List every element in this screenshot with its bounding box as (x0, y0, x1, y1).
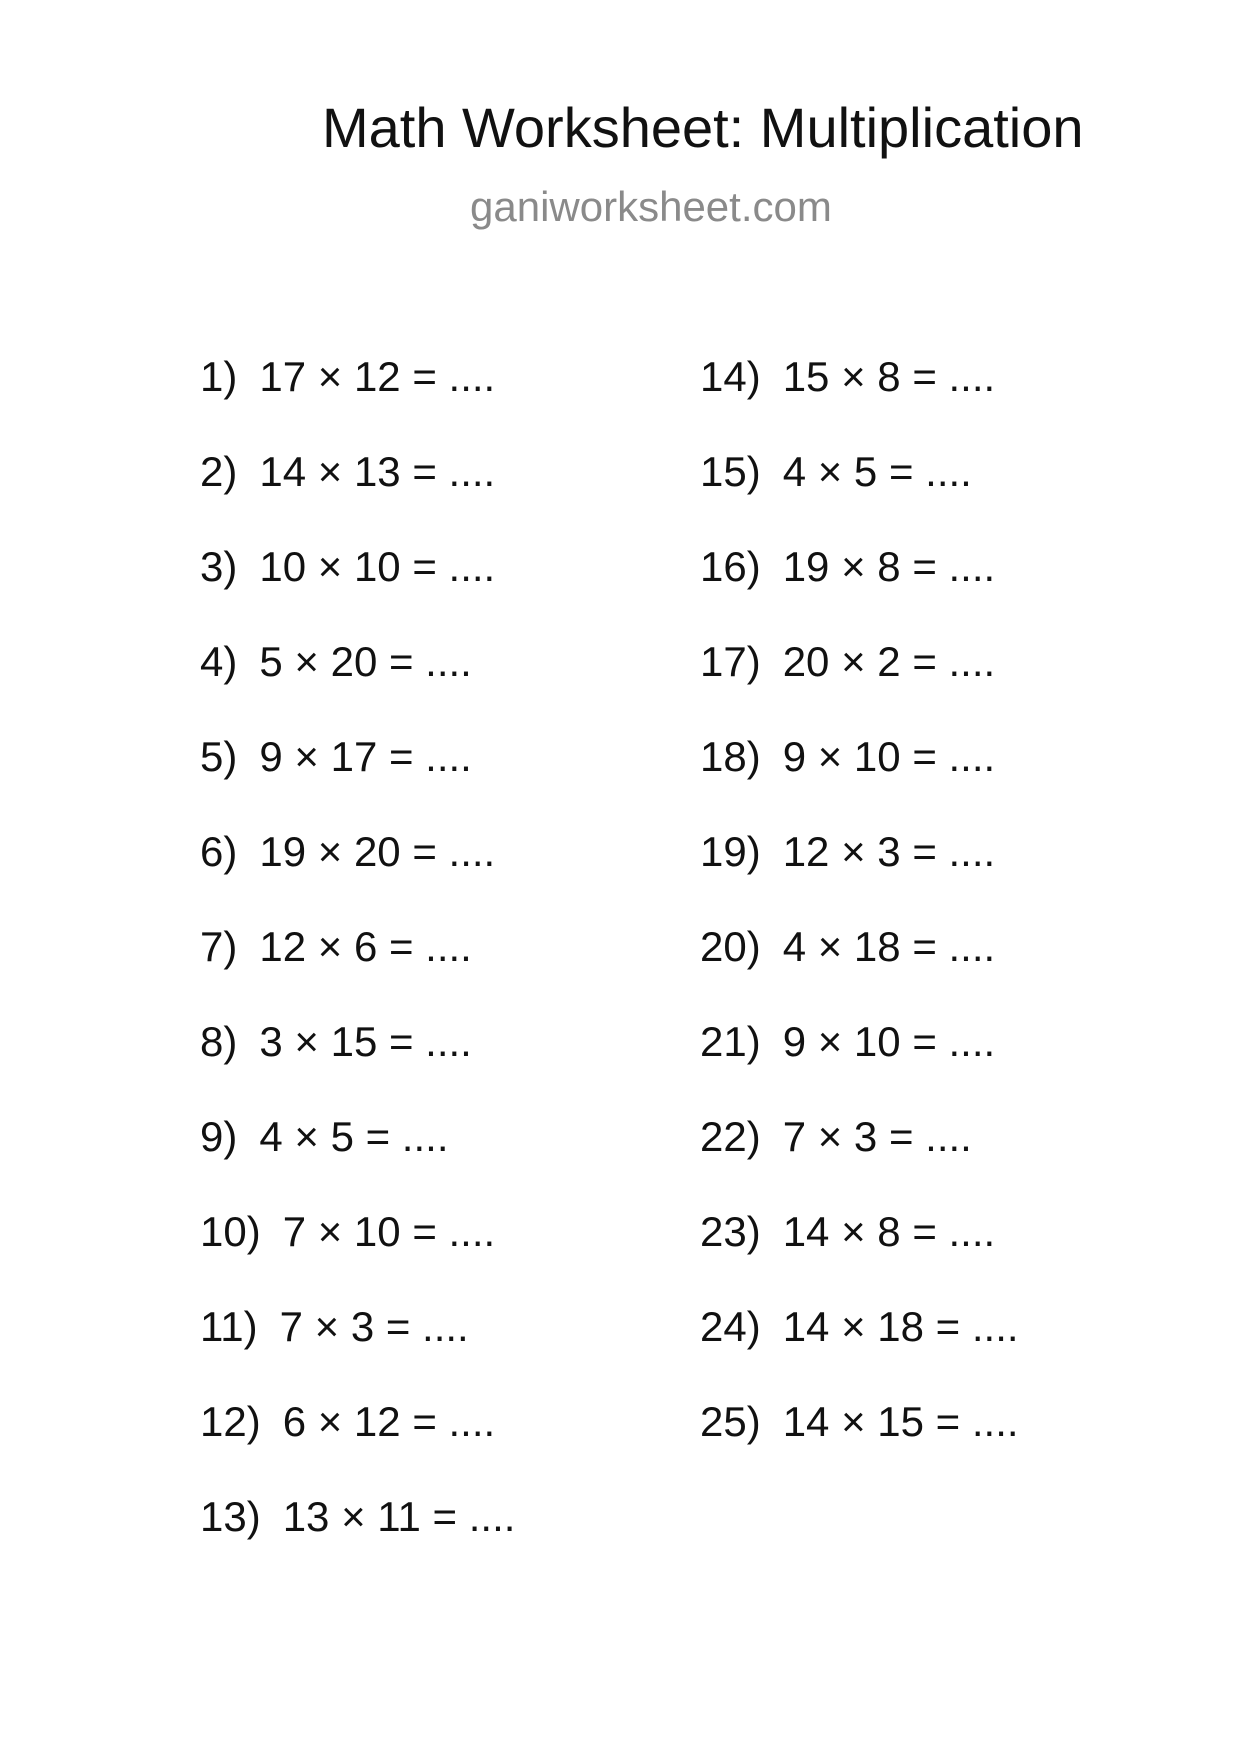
problem-expression: 7 × 10 = .... (282, 1208, 496, 1255)
problem-expression: 4 × 18 = .... (782, 923, 996, 970)
problem-number: 15) (700, 448, 761, 495)
problem-item (200, 542, 515, 637)
problem-item (700, 732, 1019, 827)
problem-item (700, 1207, 1019, 1302)
problem-expression: 13 × 11 = .... (282, 1493, 516, 1540)
problem-expression: 9 × 17 = .... (259, 733, 472, 780)
problem-number: 5) (200, 733, 238, 780)
problem-expression: 10 × 10 = .... (259, 543, 496, 590)
problem-item (700, 1112, 1019, 1207)
problem-number: 1) (200, 353, 238, 400)
problem-number: 24) (700, 1303, 761, 1350)
problem-number: 12) (200, 1398, 261, 1445)
problem-item (200, 732, 515, 827)
problem-list-left (200, 352, 515, 1587)
problem-expression: 14 × 15 = .... (782, 1398, 1019, 1445)
problem-number: 18) (700, 733, 761, 780)
problem-number: 19) (700, 828, 761, 875)
problem-number: 9) (200, 1113, 238, 1160)
problem-item (700, 542, 1019, 637)
problem-number: 16) (700, 543, 761, 590)
problem-item (200, 447, 515, 542)
problem-expression: 19 × 8 = .... (782, 543, 996, 590)
problem-item (200, 827, 515, 922)
problem-expression: 5 × 20 = .... (259, 638, 472, 685)
problem-expression: 4 × 5 = .... (782, 448, 972, 495)
problem-number: 23) (700, 1208, 761, 1255)
problem-item (200, 1302, 515, 1397)
problem-item (700, 1397, 1019, 1492)
problem-expression: 12 × 6 = .... (259, 923, 472, 970)
problem-item (200, 1017, 515, 1112)
problem-expression: 17 × 12 = .... (259, 353, 496, 400)
problem-expression: 14 × 18 = .... (782, 1303, 1019, 1350)
problem-expression: 6 × 12 = .... (282, 1398, 496, 1445)
problem-item (200, 1397, 515, 1492)
problem-item (200, 1492, 515, 1587)
problem-expression: 9 × 10 = .... (782, 1018, 996, 1065)
problem-item (700, 637, 1019, 732)
problem-list-right (700, 352, 1019, 1492)
problem-item (200, 1112, 515, 1207)
problem-item (700, 922, 1019, 1017)
problem-number: 10) (200, 1208, 261, 1255)
problem-item (700, 1302, 1019, 1397)
problem-expression: 20 × 2 = .... (782, 638, 996, 685)
problem-expression: 7 × 3 = .... (782, 1113, 972, 1160)
problem-item (200, 352, 515, 447)
problem-expression: 15 × 8 = .... (782, 353, 996, 400)
problem-item (700, 352, 1019, 447)
problem-expression: 19 × 20 = .... (259, 828, 496, 875)
problem-number: 11) (200, 1303, 258, 1350)
problem-expression: 9 × 10 = .... (782, 733, 996, 780)
problem-number: 2) (200, 448, 238, 495)
problem-number: 17) (700, 638, 761, 685)
problem-expression: 3 × 15 = .... (259, 1018, 472, 1065)
problem-item (200, 637, 515, 732)
problem-item (700, 447, 1019, 542)
problem-number: 3) (200, 543, 238, 590)
problem-expression: 14 × 13 = .... (259, 448, 496, 495)
problem-item (200, 922, 515, 1017)
problem-number: 13) (200, 1493, 261, 1540)
problem-number: 25) (700, 1398, 761, 1445)
website-label: ganiworksheet.com (470, 183, 832, 230)
problem-number: 6) (200, 828, 238, 875)
problem-expression: 12 × 3 = .... (782, 828, 996, 875)
problem-number: 20) (700, 923, 761, 970)
problem-number: 4) (200, 638, 238, 685)
problem-item (200, 1207, 515, 1302)
problem-expression: 7 × 3 = .... (279, 1303, 469, 1350)
problem-item (700, 1017, 1019, 1112)
problem-item (700, 827, 1019, 922)
problem-expression: 14 × 8 = .... (782, 1208, 996, 1255)
problem-number: 21) (700, 1018, 761, 1065)
page-title: Math Worksheet: Multiplication (322, 96, 1084, 159)
problem-number: 7) (200, 923, 238, 970)
problem-number: 8) (200, 1018, 238, 1065)
problem-number: 14) (700, 353, 761, 400)
problem-expression: 4 × 5 = .... (259, 1113, 449, 1160)
problem-number: 22) (700, 1113, 761, 1160)
